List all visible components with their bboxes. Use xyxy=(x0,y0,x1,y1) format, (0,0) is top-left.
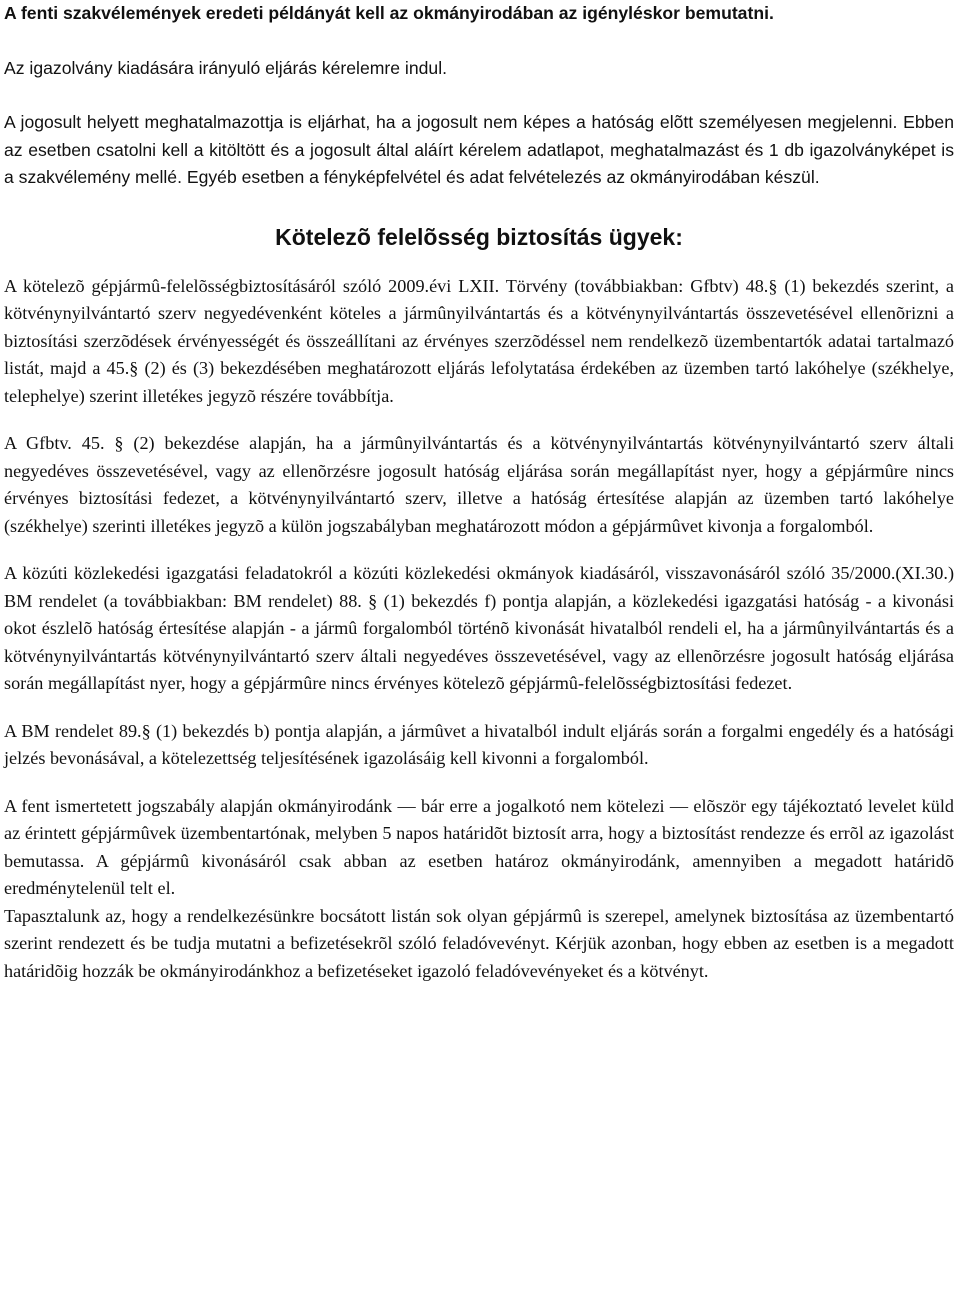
paragraph-authorized-representative: A jogosult helyett meghatalmazottja is eljárhat, ha a jogosult nem képes a hatóság elõtt személyesen megjelenni. Ebben az esetben csatolni kell a kitöltött és a jogosult által aláírt kérelem adatlapot, meghatalmazást és 1 db igazolványképet is a szakvélemény mellé. Egyéb esetben a fényképfelvétel és adat felvételezés az okmányirodában készül. xyxy=(4,112,954,187)
document-page xyxy=(4,0,954,985)
paragraph-experience: Tapasztalunk az, hogy a rendelkezésünkre bocsátott listán sok olyan gépjármû is szerepel, amelynek biztosítása az üzembentartó szerint rendezett és be tudja mutatni a befizetésekrõl szóló feladóvevényt. Kérjük azonban, hogy ebben az esetben is a megadott határidõig hozzák be okmányirodánkhoz a befizetéseket igazoló feladóvevényeket és a kötvényt. xyxy=(4,905,954,981)
paragraph-original-documents: A fenti szakvélemények eredeti példányát kell az okmányirodában az igényléskor bemutatni. xyxy=(4,3,774,23)
paragraph-gfbtv-48: A kötelezõ gépjármû-felelõsségbiztosításáról szóló 2009.évi LXII. Törvény (továbbiakban: Gfbtv) 48.§ (1) bekezdés szerint, a kötvénynyilvántartó szerv negyedévenként köteles a jármûnyilvántartás és a kötvénynyilvántartás összevetésével ellenõrizni a biztosítási szerzõdések érvényességét és összeállítani az érvényes szerzõdéssel nem rendelkezõ üzembentartók adatai tartalmazó listát, majd a 45.§ (2) és (3) bekezdésében meghatározott eljárás lefolytatása érdekében az üzemben tartó lakóhelye (székhelye, telephelye) szerint illetékes jegyzõ részére továbbítja. xyxy=(4,275,954,406)
paragraph-bm-rendelet-89: A BM rendelet 89.§ (1) bekezdés b) pontja alapján, a jármûvet a hivatalból indult eljárás során a forgalmi engedély és a hatósági jelzés bevonásával, a kötelezettség teljesítésének igazolásáig kell kivonni a forgalomból. xyxy=(4,720,954,768)
paragraph-bm-rendelet-88: A közúti közlekedési igazgatási feladatokról a közúti közlekedési okmányok kiadásáról, visszavonásáról szóló 35/2000.(XI.30.) BM rendelet (a továbbiakban: BM rendelet) 88. § (1) bekezdés f) pontja alapján, a közlekedési igazgatási hatóság - a kivonási okot észlelõ hatóság értesítése alapján - a jármû forgalomból történõ kivonását hivatalból rendeli el, ha a jármûnyilvántartás és a kötvénynyilvántartás kötvénynyilvántartó szerv általi negyedéves összevetésével, vagy az ellenõrzésre jogosult hatóság eljárása során megállapítást nyer, hogy a gépjármûre nincs érvényes kötelezõ gépjármû-felelõsségbiztosítási fedezet. xyxy=(4,563,954,693)
paragraph-procedure-start: Az igazolvány kiadására irányuló eljárás kérelemre indul. xyxy=(4,57,447,78)
paragraph-gfbtv-45: A Gfbtv. 45. § (2) bekezdése alapján, ha a jármûnyilvántartás és a kötvénynyilvántartás kötvénynyilvántartó szerv általi negyedéves összevetésével, vagy az ellenõrzésre jogosult hatóság eljárása során megállapítást nyer, hogy a gépjármûre nincs érvényes biztosítási fedezet, a kötvénynyilvántartó szerv, illetve a hatóság értesítése alapján az üzemben tartó lakóhelye (székhelye) szerinti illetékes jegyzõ a külön jogszabályban meghatározott módon a gépjármûvet kivonja a forgalomból. xyxy=(4,433,954,536)
paragraph-notification-letter: A fent ismertetett jogszabály alapján okmányirodánk — bár erre a jogalkotó nem kötelezi — elõször egy tájékoztató levelet küld az érintett gépjármûvek üzembentartónak, melyben 5 napos határidõt biztosít arra, hogy a biztosítást rendezze és errõl az igazolást bemutassa. A gépjármû kivonásáról csak abban az esetben határoz okmányirodánk, amennyiben a megadott határidõ eredménytelenül telt el. xyxy=(4,795,954,898)
section-heading-insurance: Kötelezõ felelõsség biztosítás ügyek: xyxy=(275,223,683,250)
